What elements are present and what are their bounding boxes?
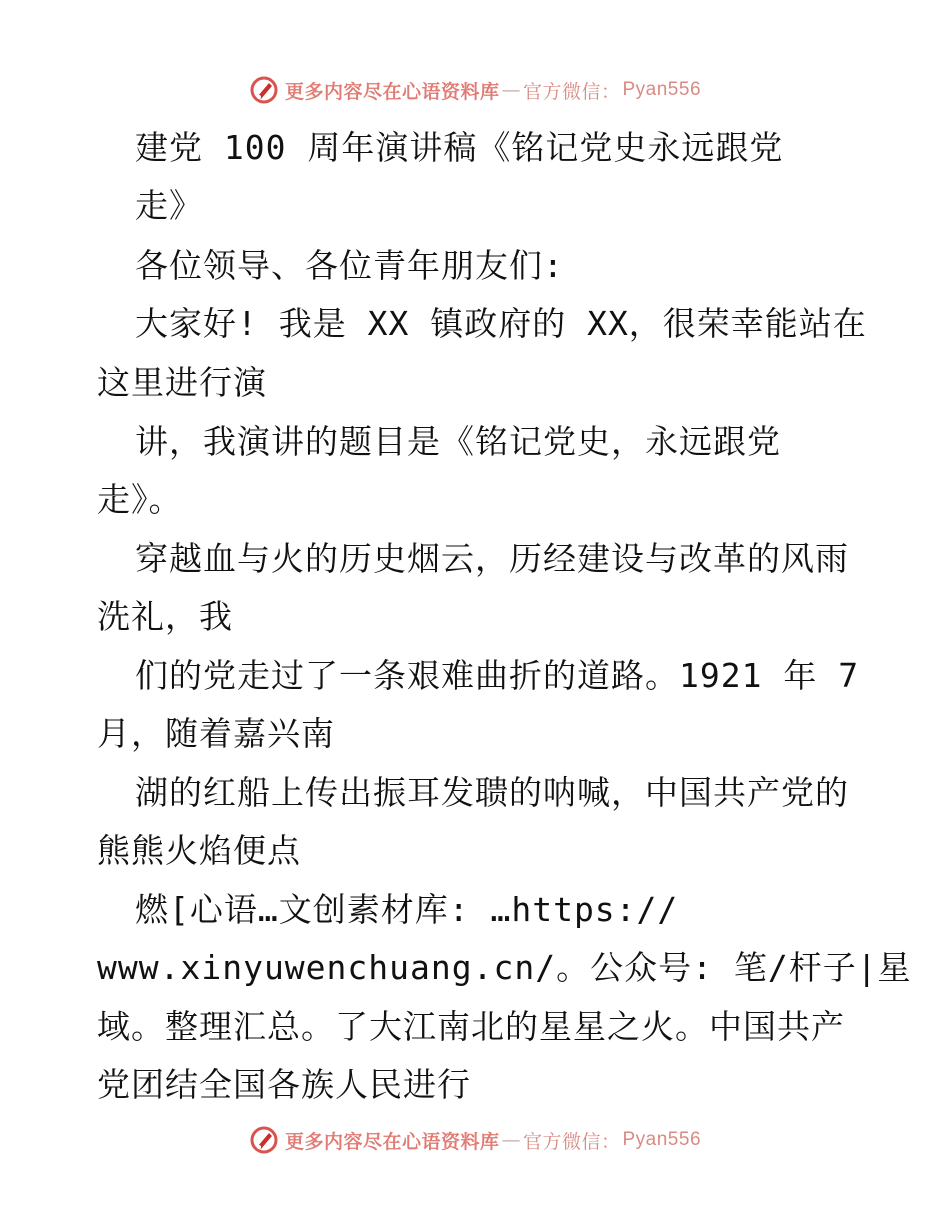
title-line-2: 走》 bbox=[135, 186, 203, 225]
watermark-separator: — bbox=[501, 1129, 521, 1151]
text-line: 走》。 bbox=[97, 480, 183, 519]
text-line: 月，随着嘉兴南 bbox=[97, 714, 335, 753]
text-line: www.xinyuwenchuang.cn/。公众号: 笔/杆子|星 bbox=[97, 948, 912, 987]
text-line: 洗礼，我 bbox=[97, 597, 233, 636]
text-line: 湖的红船上传出振耳发聩的呐喊，中国共产党的 bbox=[135, 773, 849, 812]
title-line-1: 建党 100 周年演讲稿《铭记党史永远跟党 bbox=[135, 128, 784, 167]
watermark-separator: — bbox=[501, 79, 521, 101]
text-line: 穿越血与火的历史烟云，历经建设与改革的风雨 bbox=[135, 539, 849, 578]
text-line: 域。整理汇总。了大江南北的星星之火。中国共产 bbox=[97, 1007, 845, 1046]
text-line: 们的党走过了一条艰难曲折的道路。1921 年 7 bbox=[135, 656, 860, 695]
watermark-text: 更多内容尽在心语资料库 bbox=[284, 1130, 500, 1153]
footer-watermark bbox=[0, 1120, 950, 1160]
text-line: 党团结全国各族人民进行 bbox=[97, 1065, 471, 1104]
watermark-text: 更多内容尽在心语资料库 bbox=[284, 80, 500, 103]
wechat-id: Pyan556 bbox=[622, 1129, 702, 1150]
text-line: 熊熊火焰便点 bbox=[97, 831, 301, 870]
text-line: 各位领导、各位青年朋友们: bbox=[135, 246, 564, 285]
text-line: 燃[心语…文创素材库: …https:// bbox=[135, 890, 679, 929]
wechat-label: 官方微信： bbox=[522, 1130, 621, 1153]
text-line: 讲，我演讲的题目是《铭记党史，永远跟党 bbox=[135, 422, 781, 461]
wechat-label: 官方微信： bbox=[522, 80, 621, 103]
text-line: 这里进行演 bbox=[97, 363, 267, 402]
text-line: 大家好! 我是 XX 镇政府的 XX，很荣幸能站在 bbox=[135, 304, 867, 343]
pen-circle-logo-icon bbox=[249, 1125, 279, 1155]
wechat-id: Pyan556 bbox=[622, 79, 702, 100]
